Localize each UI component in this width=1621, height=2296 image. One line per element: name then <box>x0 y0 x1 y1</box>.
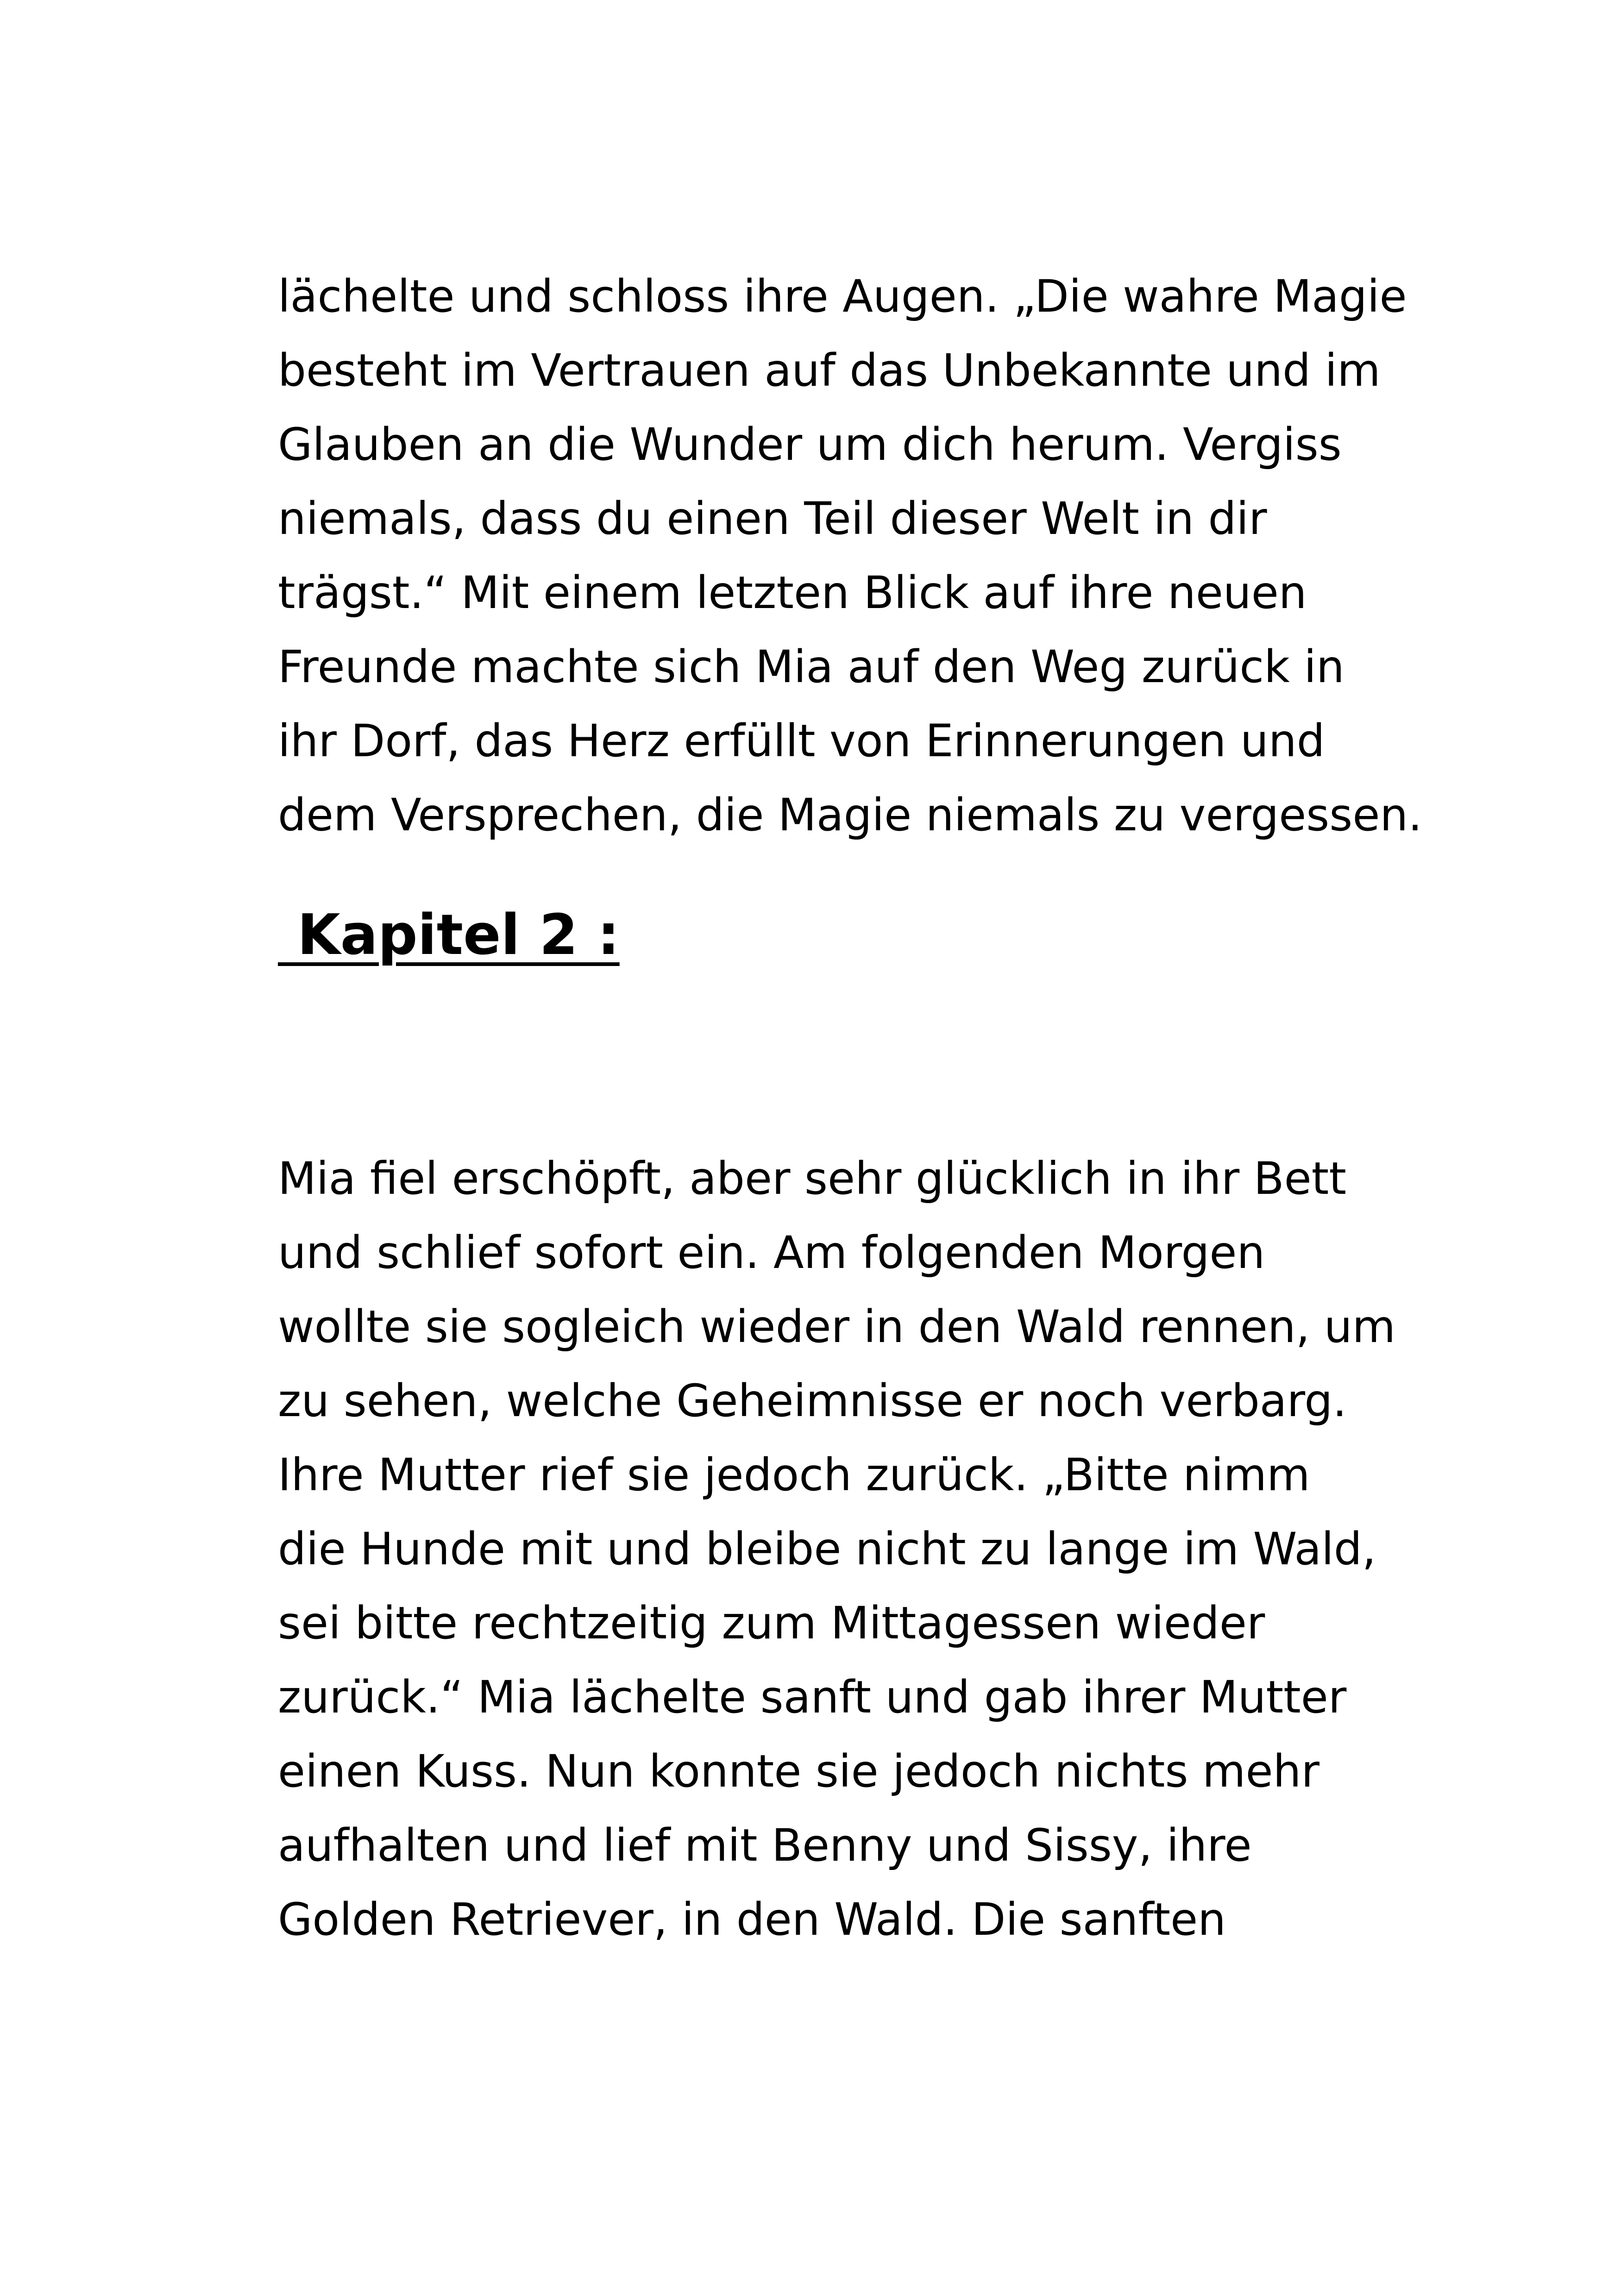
text-line: wollte sie sogleich wieder in den Wald rennen, um <box>278 1301 1396 1353</box>
paragraph-1 <box>278 259 1422 852</box>
text-line: Freunde machte sich Mia auf den Weg zurück in <box>278 641 1345 693</box>
text-line: aufhalten und lief mit Benny und Sissy, ihre <box>278 1819 1252 1871</box>
text-line: zurück.“ Mia lächelte sanft und gab ihrer Mutter <box>278 1671 1347 1723</box>
text-line: und schlief sofort ein. Am folgenden Morgen <box>278 1227 1265 1279</box>
text-line: sei bitte rechtzeitig zum Mittagessen wieder <box>278 1597 1265 1649</box>
text-line: besteht im Vertrauen auf das Unbekannte und im <box>278 345 1381 396</box>
text-line: Mia fiel erschöpft, aber sehr glücklich in ihr Bett <box>278 1153 1346 1204</box>
text-line: Ihre Mutter rief sie jedoch zurück. „Bitte nimm <box>278 1449 1310 1501</box>
text-line: Glauben an die Wunder um dich herum. Vergiss <box>278 419 1342 470</box>
chapter-heading: Kapitel 2 : <box>278 903 620 967</box>
text-line: Golden Retriever, in den Wald. Die sanften <box>278 1894 1226 1945</box>
text-line: zu sehen, welche Geheimnisse er noch verbarg. <box>278 1375 1347 1427</box>
text-line: lächelte und schloss ihre Augen. „Die wahre Magie <box>278 270 1407 322</box>
text-line: trägst.“ Mit einem letzten Blick auf ihre neuen <box>278 567 1307 619</box>
text-line: niemals, dass du einen Teil dieser Welt in dir <box>278 493 1267 545</box>
text-line: dem Versprechen, die Magie niemals zu vergessen. <box>278 789 1422 841</box>
text-line: ihr Dorf, das Herz erfüllt von Erinnerungen und <box>278 715 1325 767</box>
paragraph-2 <box>278 1142 1396 1957</box>
text-line: die Hunde mit und bleibe nicht zu lange im Wald, <box>278 1523 1376 1575</box>
text-line: einen Kuss. Nun konnte sie jedoch nichts mehr <box>278 1745 1319 1797</box>
